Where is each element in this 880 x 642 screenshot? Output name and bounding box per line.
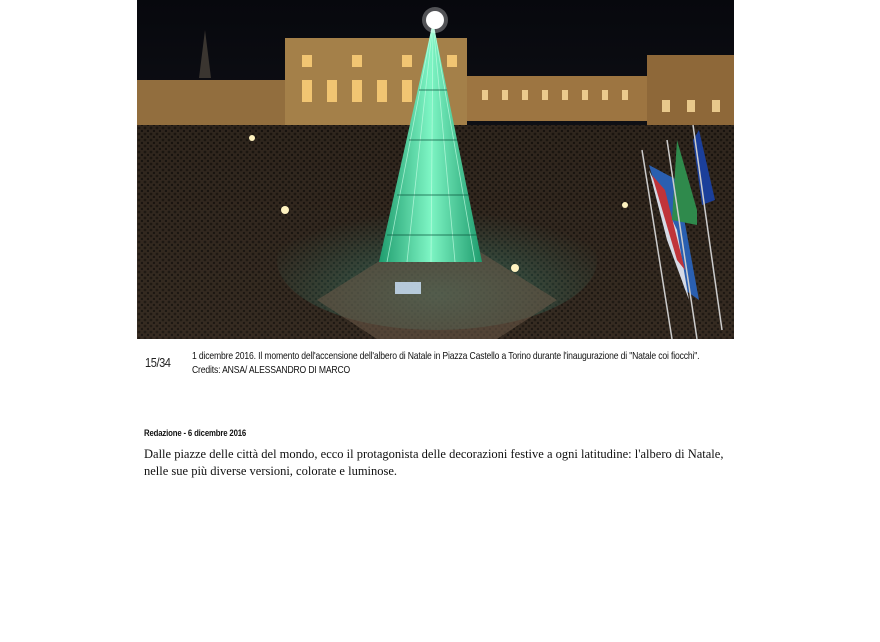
gallery-counter: 15/34: [145, 355, 171, 370]
article-byline: Redazione - 6 dicembre 2016: [144, 428, 247, 439]
caption-text: 1 dicembre 2016. Il momento dell'accensione dell'albero di Natale in Piazza Castello a Torino durante l'inaugurazione di "Natale coi fiocchi".: [192, 350, 700, 362]
christmas-tree-photo: [137, 0, 734, 339]
photo-caption: [192, 349, 700, 377]
caption-credits: Credits: ANSA/ ALESSANDRO DI MARCO: [192, 364, 351, 376]
article-lede: Dalle piazze delle città del mondo, ecco il protagonista delle decorazioni festive a ogni latitudine: l'albero di Natale, nelle sue più diverse versioni, colorate e luminose.: [144, 447, 724, 478]
gallery-photo[interactable]: [137, 0, 734, 339]
